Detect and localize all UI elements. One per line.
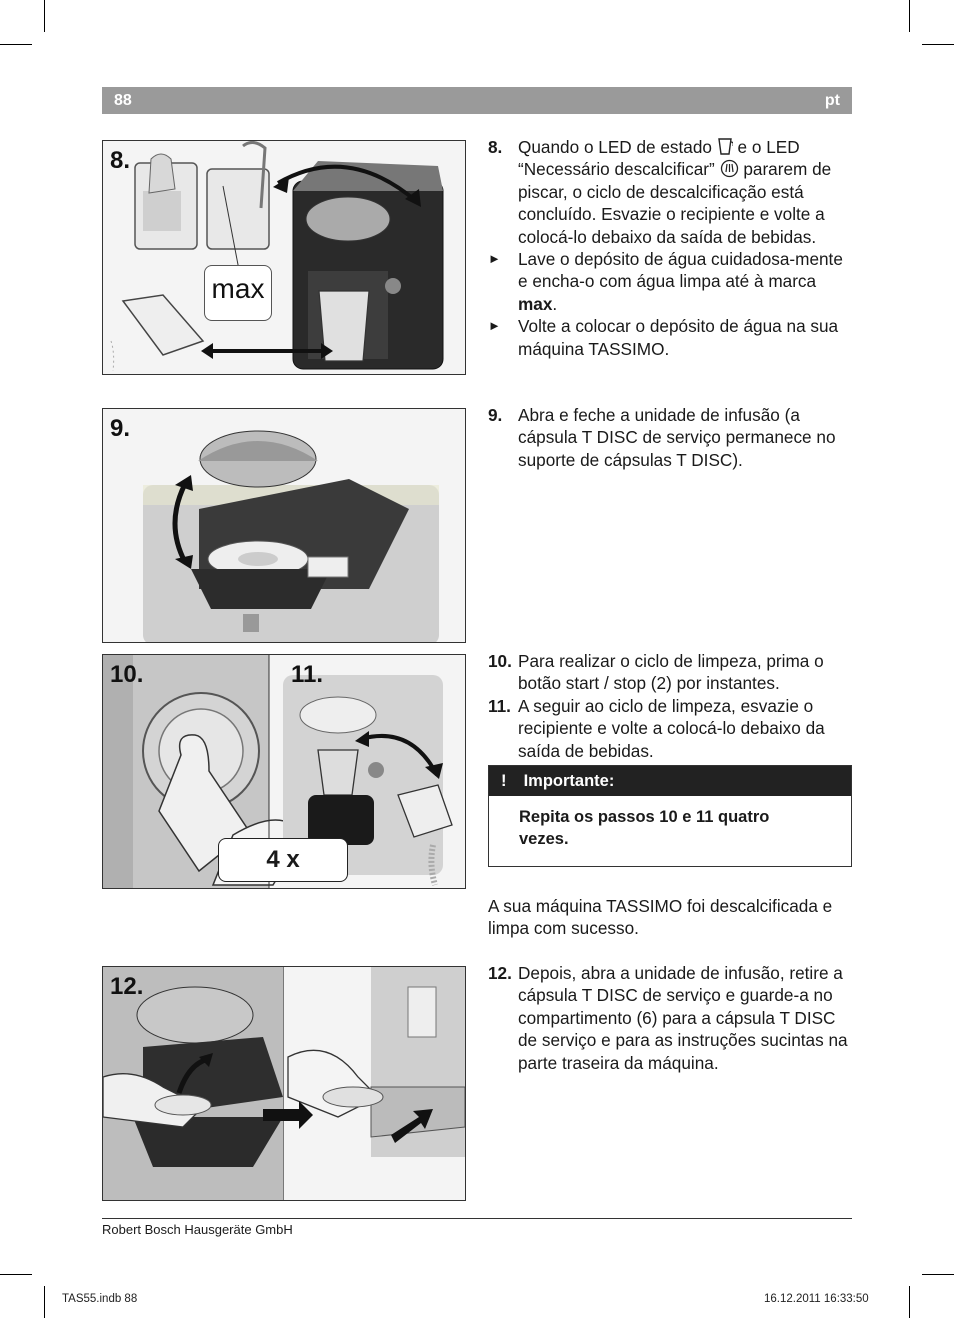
step-text: Abra e feche a unidade de infusão (a cápsula T DISC de serviço permanece no suporte de cápsulas T DISC). <box>518 405 836 470</box>
crop-mark <box>922 1274 954 1275</box>
bullet-text-end: . <box>552 293 558 314</box>
step-text: A seguir ao ciclo de limpeza, esvazie o recipiente e volte a colocá-lo debaixo da saída de bebidas. <box>518 695 825 761</box>
page-number: 88 <box>114 92 132 109</box>
bullet-rinse-tank <box>488 248 854 315</box>
crop-mark <box>44 1286 45 1318</box>
figure-number: 12. <box>110 973 144 1000</box>
bullet-marker: ► <box>488 318 501 334</box>
figure-step-12 <box>102 966 466 1201</box>
figure-number: 9. <box>110 415 131 442</box>
figure-number: 10. <box>110 661 144 688</box>
success-note: A sua máquina TASSIMO foi descalcificada e limpa com sucesso. <box>488 896 833 939</box>
step-text: pararem de piscar, o ciclo de descalcificação está concluído. Esvazie o recipiente e volte a colocá-lo debaixo da saída de bebidas. <box>518 159 832 247</box>
footer-company: Robert Bosch Hausgeräte GmbH <box>102 1222 293 1237</box>
step-text: Para realizar o ciclo de limpeza, prima o botão start / stop (2) por instantes. <box>518 651 824 694</box>
step-11 <box>488 695 854 762</box>
important-notice <box>488 765 852 867</box>
notice-header <box>489 766 851 796</box>
instructions-step-10-11 <box>488 650 854 762</box>
step-text: Depois, abra a unidade de infusão, retire a cápsula T DISC de serviço e guarde-a no compartimento (6) para a cápsula T DISC de serviço e para as instruções sucintas na parte traseira da máquina. <box>518 963 848 1073</box>
crop-mark <box>44 0 45 32</box>
figure-step-9 <box>102 408 466 643</box>
crop-mark <box>922 44 954 45</box>
step-number: 9. <box>488 405 503 425</box>
step-number: 12. <box>488 963 512 983</box>
instructions-step-9 <box>488 404 854 471</box>
figure-number: 11. <box>291 661 324 688</box>
exclamation-icon: ! <box>501 772 507 790</box>
notice-title: Importante: <box>523 772 615 790</box>
step-8 <box>488 136 854 248</box>
bullet-text: Lave o depósito de água cuidadosa-mente e encha-o com água limpa até à marca <box>518 249 843 292</box>
step-text: Quando o LED de estado <box>518 137 717 157</box>
step-12 <box>488 962 854 1074</box>
repeat-count-callout: 4 x <box>218 838 348 882</box>
bullet-bold-text: max <box>518 293 553 314</box>
crop-mark <box>909 0 910 32</box>
bullet-marker: ► <box>488 251 501 267</box>
step-number: 10. <box>488 651 512 671</box>
descale-led-icon <box>720 159 739 178</box>
figure-number: 8. <box>110 147 131 174</box>
step-10 <box>488 650 854 695</box>
step-text: e o LED “Necessário descalcificar” <box>518 137 800 180</box>
figure-step-8 <box>102 140 466 375</box>
bullet-text: Volte a colocar o depósito de água na sua máquina TASSIMO. <box>518 316 839 359</box>
cup-led-icon <box>717 137 733 156</box>
instructions-step-12 <box>488 962 854 1074</box>
illustration-open-brewing-unit <box>103 409 465 642</box>
footer-divider <box>102 1218 852 1219</box>
step-number: 11. <box>488 695 511 716</box>
page-header <box>102 87 852 114</box>
step-9 <box>488 404 854 471</box>
crop-mark <box>0 1274 32 1275</box>
crop-mark <box>0 44 32 45</box>
crop-mark <box>909 1286 910 1318</box>
bullet-reinsert-tank <box>488 315 854 360</box>
print-slug-date: 16.12.2011 16:33:50 <box>764 1293 869 1305</box>
illustration-remove-service-disc <box>103 967 465 1200</box>
language-code: pt <box>824 92 840 109</box>
instructions-step-8 <box>488 136 854 360</box>
print-slug-file: TAS55.indb 88 <box>62 1293 138 1305</box>
step-number: 8. <box>488 137 503 157</box>
notice-body: Repita os passos 10 e 11 quatro vezes. <box>519 808 770 848</box>
illustration-refill-tank <box>103 141 465 374</box>
max-mark-callout: max <box>204 265 272 321</box>
